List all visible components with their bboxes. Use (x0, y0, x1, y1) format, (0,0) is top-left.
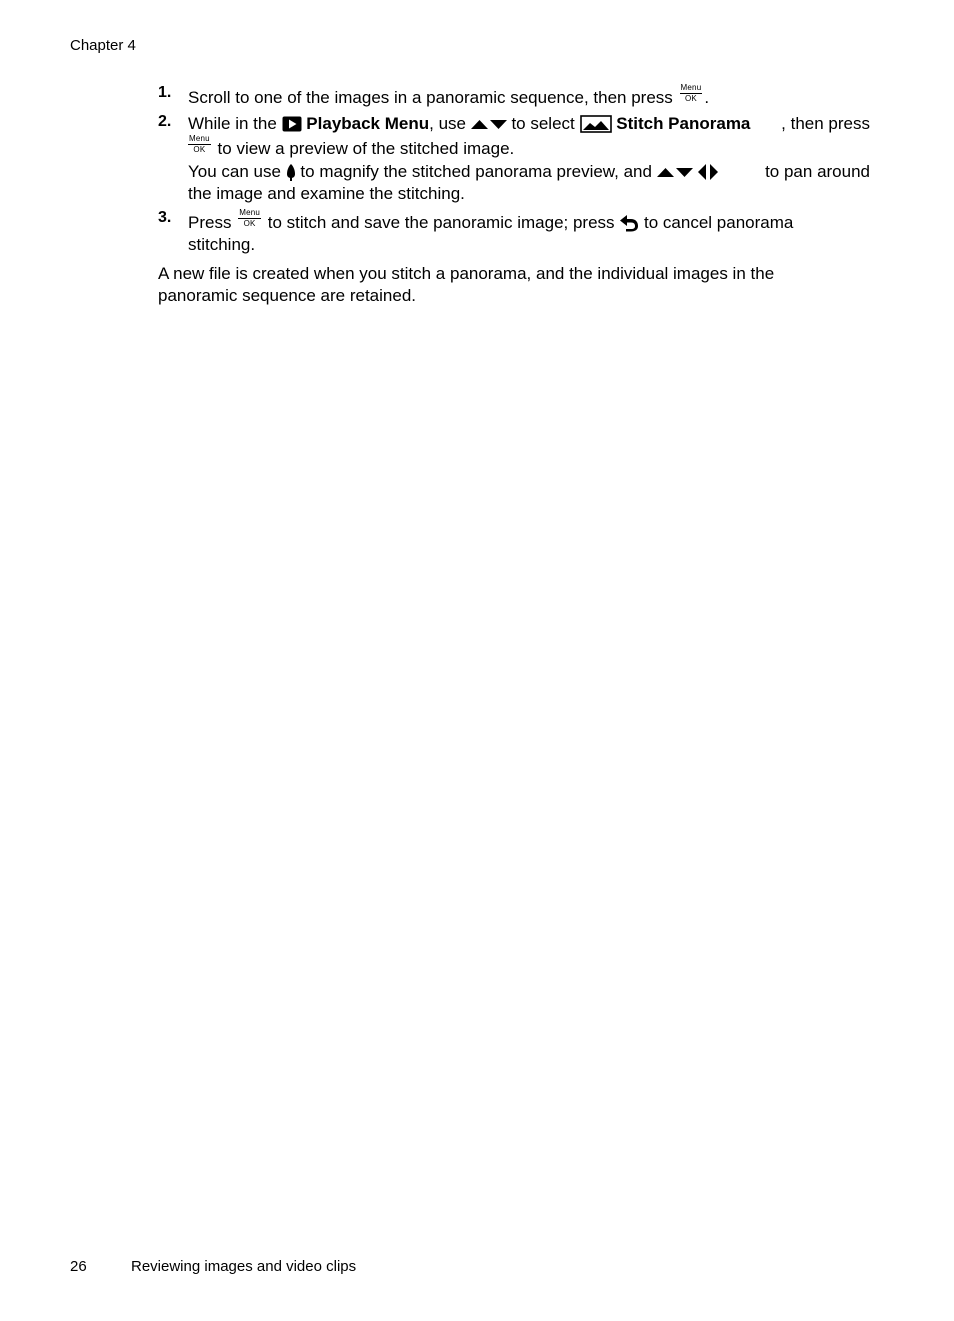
step-line (188, 84, 870, 110)
step-line (188, 209, 870, 235)
step-text: to pan around (765, 161, 870, 181)
step-number: 3. (158, 208, 172, 226)
stitch-panorama-icon (580, 115, 612, 133)
step-3 (158, 209, 870, 257)
note-line: panoramic sequence are retained. (158, 286, 416, 305)
step-line (188, 161, 870, 184)
step-text: While in the Playback Menu, use to select Stitch Panorama (188, 113, 751, 133)
step-line (188, 135, 870, 161)
step-text: the image and examine the stitching. (188, 184, 465, 203)
section-title: Reviewing images and video clips (131, 1258, 357, 1275)
step-number: 1. (158, 84, 172, 101)
up-down-arrows-icon (471, 118, 507, 130)
up-down-arrows-icon (657, 166, 693, 178)
step-text: Scroll to one of the images in a panoramic sequence, then press (188, 88, 673, 107)
step-text: to view a preview of the stitched image. (217, 139, 515, 158)
menu-ok-button-icon: Menu OK (239, 207, 261, 228)
step-line (188, 113, 870, 136)
step-text: stitching. (188, 235, 256, 254)
step-2 (158, 113, 870, 206)
left-right-arrows-icon (697, 164, 719, 180)
note-paragraph (158, 263, 870, 308)
step-text: to stitch and save the panoramic image; press (267, 212, 615, 232)
step-text: , then press (781, 113, 870, 133)
page-content (158, 84, 870, 308)
menu-ok-button-icon: Menu OK (680, 83, 702, 103)
chapter-label: Chapter 4 (70, 37, 136, 54)
page-header (70, 37, 136, 55)
note-line: A new file is created when you stitch a panorama, and the individual images in the (158, 263, 775, 283)
step-text: to cancel panorama (644, 212, 794, 232)
page-number: 26 (70, 1258, 87, 1275)
playback-icon (282, 116, 302, 132)
menu-ok-button-icon: Menu OK (189, 134, 210, 154)
zoom-lever-icon (286, 163, 296, 181)
step-text: . (704, 88, 710, 107)
step-text: Press (188, 212, 232, 232)
step-1 (158, 84, 870, 110)
step-number: 2. (158, 112, 172, 130)
step-line (188, 234, 870, 257)
step-line (188, 183, 870, 206)
step-text: You can use to magnify the stitched panorama preview, and (188, 161, 719, 184)
back-arrow-icon (619, 214, 639, 232)
